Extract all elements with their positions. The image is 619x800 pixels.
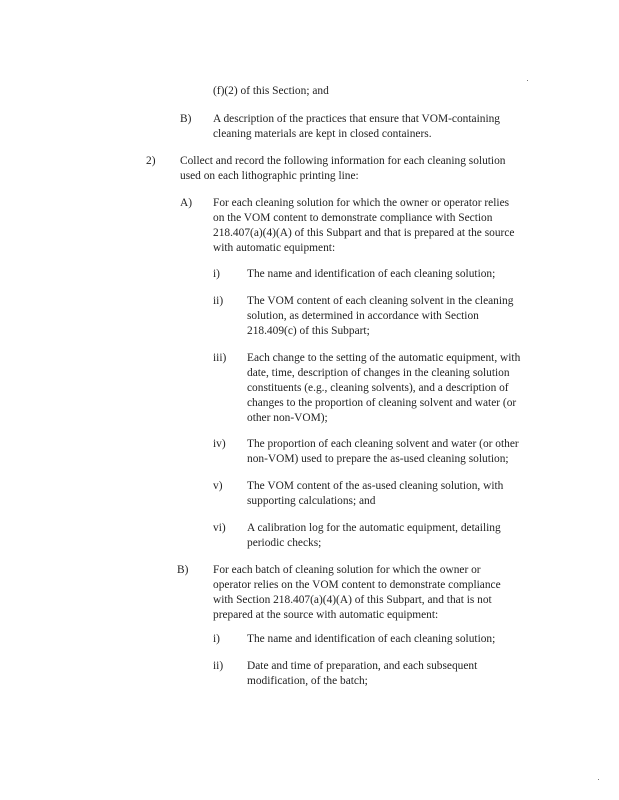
sub-b-item-marker: ii): [213, 660, 224, 672]
sub-b-item-line: The name and identification of each cleaning solution;: [247, 633, 496, 645]
sub-a-line: For each cleaning solution for which the owner or operator relies: [213, 197, 510, 209]
item-2-marker: 2): [146, 155, 156, 167]
scan-speck: [527, 80, 528, 81]
item-2-line: used on each lithographic printing line:: [180, 170, 359, 182]
sub-b-line: operator relies on the VOM content to demonstrate compliance: [213, 579, 501, 591]
scan-speck: [598, 779, 599, 780]
sub-a-item-marker: iii): [213, 352, 227, 364]
sub-a-item-line: The VOM content of each cleaning solvent in the cleaning: [247, 295, 514, 307]
sub-a-item-line: supporting calculations; and: [247, 495, 376, 507]
sub-b-item-marker: i): [213, 633, 220, 645]
item-b-line: A description of the practices that ensure that VOM-containing: [213, 113, 501, 125]
sub-a-item-marker: vi): [213, 522, 226, 534]
sub-b-item-line: modification, of the batch;: [247, 675, 368, 687]
sub-a-item-line: A calibration log for the automatic equipment, detailing: [247, 522, 501, 534]
sub-b-line: prepared at the source with automatic equipment:: [213, 609, 439, 621]
sub-a-item-line: The name and identification of each cleaning solution;: [247, 268, 496, 280]
sub-a-line: on the VOM content to demonstrate compliance with Section: [213, 212, 493, 224]
sub-a-line: with automatic equipment:: [213, 242, 336, 254]
sub-a-line: 218.407(a)(4)(A) of this Subpart and that is prepared at the source: [213, 227, 515, 239]
sub-a-item-line: changes to the proportion of cleaning solvent and water (or: [247, 397, 517, 409]
sub-a-item-line: periodic checks;: [247, 537, 322, 549]
sub-a-item-line: constituents (e.g., cleaning solvents), and a description of: [247, 382, 509, 394]
sub-a-item-line: 218.409(c) of this Subpart;: [247, 325, 370, 337]
sub-a-item-line: Each change to the setting of the automatic equipment, with: [247, 352, 521, 364]
sub-a-item-line: non-VOM) used to prepare the as-used cleaning solution;: [247, 453, 509, 465]
sub-a-item-line: solution, as determined in accordance with Section: [247, 310, 479, 322]
sub-a-item-marker: v): [213, 480, 223, 492]
item-2-line: Collect and record the following information for each cleaning solution: [180, 155, 506, 167]
sub-b-line: with Section 218.407(a)(4)(A) of this Subpart, and that is not: [213, 594, 492, 606]
sub-a-item-line: The VOM content of the as-used cleaning solution, with: [247, 480, 504, 492]
sub-a-item-marker: iv): [213, 438, 226, 450]
item-b-line: cleaning materials are kept in closed containers.: [213, 128, 432, 140]
sub-a-marker: A): [180, 197, 193, 209]
intro-line: (f)(2) of this Section; and: [213, 85, 329, 97]
sub-b-line: For each batch of cleaning solution for which the owner or: [213, 564, 481, 576]
sub-b-item-line: Date and time of preparation, and each subsequent: [247, 660, 478, 672]
sub-b-marker: B): [177, 564, 189, 576]
sub-a-item-marker: i): [213, 268, 220, 280]
sub-a-item-line: date, time, description of changes in the cleaning solution: [247, 367, 510, 379]
sub-a-item-line: The proportion of each cleaning solvent and water (or other: [247, 438, 519, 450]
item-b-marker: B): [180, 113, 192, 125]
sub-a-item-marker: ii): [213, 295, 224, 307]
sub-a-item-line: other non-VOM);: [247, 412, 328, 424]
